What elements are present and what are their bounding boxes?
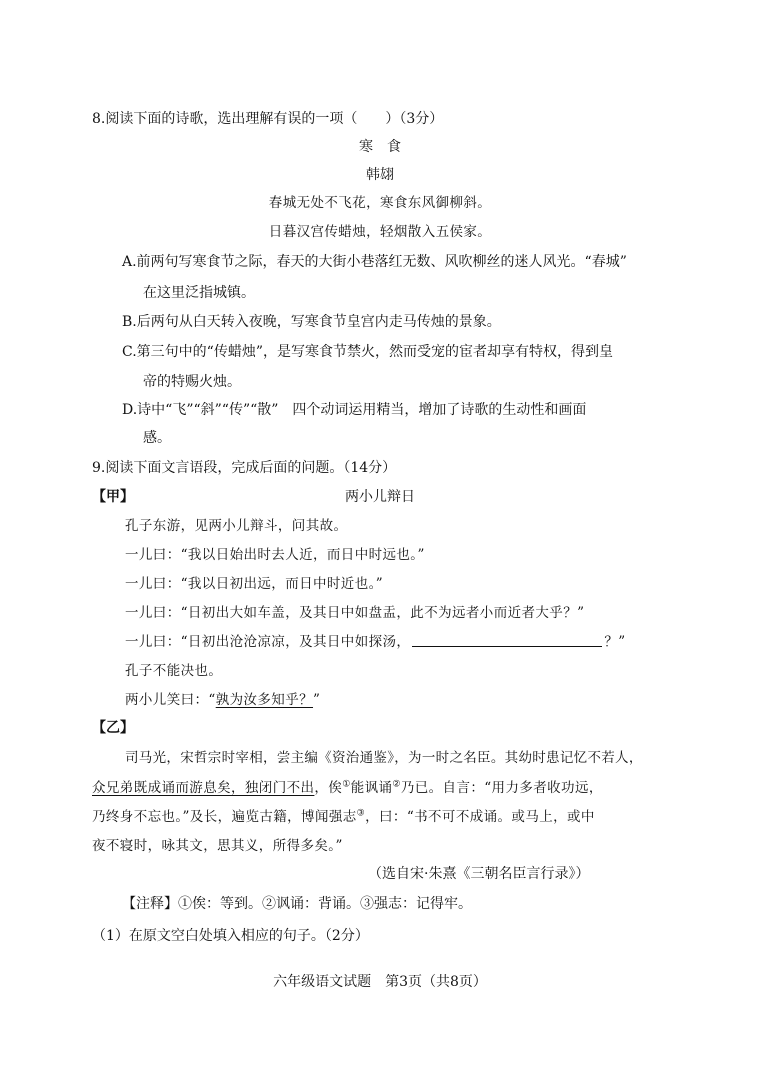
- jia-line-7: [125, 690, 320, 710]
- jia-line-3: 一儿曰：“我以日初出远，而日中时近也。”: [125, 576, 384, 592]
- poem-author: 韩翃: [366, 167, 394, 183]
- poem-line-2: 日暮汉宫传蜡烛，轻烟散入五侯家。: [268, 224, 492, 240]
- yi-line-2-part-b: ，俟: [314, 780, 343, 796]
- yi-line-4: 夜不寝时，咏其文，思其义，所得多矣。”: [92, 838, 343, 854]
- yi-line-1: 司马光，宋哲宗时宰相，尝主编《资治通鉴》，为一时之名臣。其幼时患记忆不若人，: [125, 750, 643, 766]
- yi-line-2: [92, 778, 603, 798]
- poem-title: 寒 食: [359, 139, 401, 155]
- jia-line-7-suffix: ”: [313, 692, 321, 708]
- source-citation: （选自宋·朱熹《三朝名臣言行录》）: [368, 866, 590, 882]
- yi-line-3-part-c: ，曰：“书不可不成诵。或马上，或中: [365, 809, 595, 825]
- yi-line-2-underlined: 众兄弟既成诵而游息矣，独闭门不出: [92, 780, 315, 796]
- option-c-line-1: C.第三句中的“传蜡烛”，是写寒食节禁火，然而受宠的宦者却享有特权，得到皇: [122, 344, 613, 360]
- option-c-line-2: 帝的特赐火烛。: [143, 374, 241, 390]
- note-mark-2: ②: [392, 779, 401, 790]
- jia-line-5-text: 一儿曰：“日初出沧沧凉凉，及其日中如探汤，: [125, 634, 411, 650]
- jia-line-5: [125, 632, 626, 652]
- jia-line-1: 孔子东游，见两小儿辩斗，问其故。: [125, 518, 348, 534]
- jia-line-7-underlined: 孰为汝多知乎？: [215, 692, 314, 708]
- jia-title: 两小儿辩日: [345, 489, 415, 505]
- jia-line-4: 一儿曰：“日初出大如车盖，及其日中如盘盂，此不为远者小而近者大乎？”: [125, 605, 585, 621]
- option-d-line-1: D.诗中“飞”“斜”“传”“散” 四个动词运用精当，增加了诗歌的生动性和画面: [122, 402, 587, 418]
- yi-label: 【乙】: [92, 720, 134, 736]
- yi-line-2-part-f: 乃已。自言：“用力多者收功远，: [400, 780, 603, 796]
- jia-line-5-end: ？”: [604, 634, 626, 650]
- yi-line-3-part-a: 乃终身不忘也。”及长，遍览古籍，博闻强志: [92, 809, 357, 825]
- annotations: 【注释】①俟：等到。②讽诵：背诵。③强志：记得牢。: [122, 896, 472, 912]
- jia-label: 【甲】: [92, 489, 134, 505]
- q9-stem: 9.阅读下面文言语段，完成后面的问题。（14分）: [92, 460, 397, 476]
- option-a-line-2: 在这里泛指城镇。: [143, 285, 255, 301]
- jia-line-6: 孔子不能决也。: [125, 663, 223, 679]
- option-d-line-2: 感。: [143, 430, 171, 446]
- page-footer: 六年级语文试题 第3页（共8页）: [273, 974, 487, 990]
- sub-question-1: （1）在原文空白处填入相应的句子。（2分）: [92, 928, 369, 944]
- note-mark-1: ①: [342, 779, 351, 790]
- poem-line-1: 春城无处不飞花，寒食东风御柳斜。: [268, 195, 492, 211]
- answer-blank[interactable]: [412, 632, 602, 647]
- jia-line-7-prefix: 两小儿笑曰：“: [125, 692, 216, 708]
- option-b: B.后两句从白天转入夜晚，写寒食节皇宫内走马传烛的景象。: [122, 314, 501, 330]
- note-mark-3: ③: [356, 808, 366, 819]
- q8-stem: 8.阅读下面的诗歌，选出理解有误的一项（ ）（3分）: [92, 111, 444, 127]
- yi-line-3: [92, 807, 595, 827]
- option-a-line-1: A.前两句写寒食节之际，春天的大街小巷落红无数、风吹柳丝的迷人风光。“春城”: [122, 254, 627, 270]
- yi-line-2-part-d: 能讽诵: [350, 780, 393, 796]
- jia-line-2: 一儿曰：“我以日始出时去人近，而日中时远也。”: [125, 547, 425, 563]
